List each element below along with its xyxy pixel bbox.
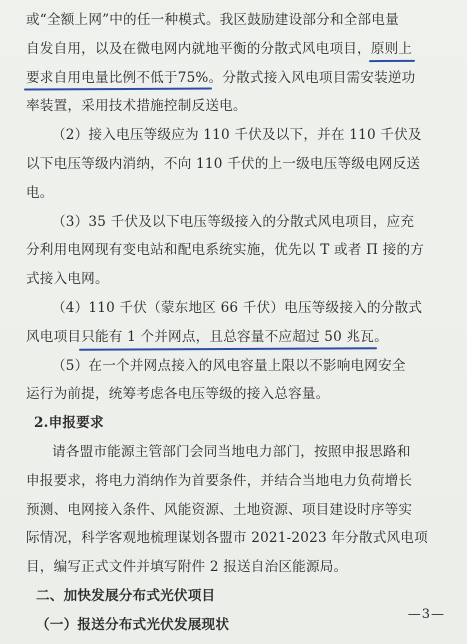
text-line-5	[26, 121, 453, 150]
text-segment: 2.申报要求	[34, 415, 104, 432]
text-segment: 二、加快发展分布式光伏项目	[36, 587, 216, 604]
text-segment: 。	[374, 328, 388, 345]
text-line-18	[26, 496, 453, 525]
text-segment: （4）110 千伏（蒙东地区 66 千伏）电压等级接入的分散式	[52, 299, 423, 316]
text-line-6	[26, 150, 453, 179]
text-segment: 自发自用，以及在微电网内就地平衡的分散式风电项目，	[26, 40, 371, 57]
underlined-text: 原则上	[371, 35, 412, 64]
text-segment: 预测、电网接入条件、风能资源、土地资源、项目建设时序等实	[26, 501, 413, 518]
text-segment: 式接入电网。	[26, 271, 109, 288]
section-heading	[26, 409, 453, 438]
text-line-12	[26, 323, 453, 352]
text-segment: 。分散式接入风电项目需安装逆功	[208, 69, 416, 86]
page-number: —3—	[407, 607, 445, 622]
text-line-2	[26, 35, 453, 64]
text-segment: 目，编写正式文件并填写附件 2 报送自治区能源局。	[26, 559, 348, 576]
text-segment: 率装置，采用技术措施控制反送电。	[26, 98, 247, 115]
chapter-heading	[26, 582, 453, 611]
text-segment: 运行为前提，统筹考虑各电压等级的接入总容量。	[26, 386, 330, 403]
subsection-heading	[26, 611, 453, 640]
text-segment: （2）接入电压等级应为 110 千伏及以下，并在 110 千伏及	[52, 127, 422, 144]
text-line-10	[26, 265, 453, 294]
underlined-text: 只能有 1 个并网点，且总容量不应超过 50 兆瓦	[81, 323, 374, 352]
text-segment: （5）在一个并网点接入的风电容量上限以不影响电网安全	[52, 357, 406, 374]
text-segment: 际情况，科学客观地梳理谋划各盟市 2021-2023 年分散式风电项	[26, 530, 428, 547]
text-line-13	[26, 352, 453, 381]
text-segment: 电。	[26, 184, 54, 201]
text-line-19	[26, 524, 453, 553]
text-segment: （一）报送分布式光伏发展现状	[36, 616, 230, 633]
text-line-16	[26, 438, 453, 467]
text-segment: 以下电压等级内消纳，不向 110 千伏的上一级电压等级电网反送	[26, 155, 421, 172]
underlined-text: 要求自用电量比例不低于75%	[26, 64, 209, 93]
text-segment: 风电项目	[26, 328, 82, 345]
text-line-1	[26, 6, 453, 35]
text-line-20	[26, 553, 453, 582]
text-segment: （3）35 千伏及以下电压等级接入的分散式风电项目，应充	[52, 213, 415, 230]
text-line-3	[26, 64, 453, 93]
text-line-8	[26, 208, 453, 237]
text-line-11	[26, 294, 453, 323]
text-segment: 申报要求，将电力消纳作为首要条件，并结合当地电力负荷增长	[26, 472, 413, 489]
text-line-7	[26, 179, 453, 208]
text-line-4	[26, 92, 453, 121]
text-line-9	[26, 236, 453, 265]
text-line-14	[26, 380, 453, 409]
text-segment: 或“全额上网”中的任一种模式。我区鼓励建设部分和全部电量	[26, 12, 399, 28]
text-line-17	[26, 467, 453, 496]
text-segment: 请各盟市能源主管部门会同当地电力部门，按照申报思路和	[52, 443, 411, 460]
text-segment: 分利用电网现有变电站和配电系统实施，优先以 T 或者 Π 接的方	[26, 242, 425, 259]
